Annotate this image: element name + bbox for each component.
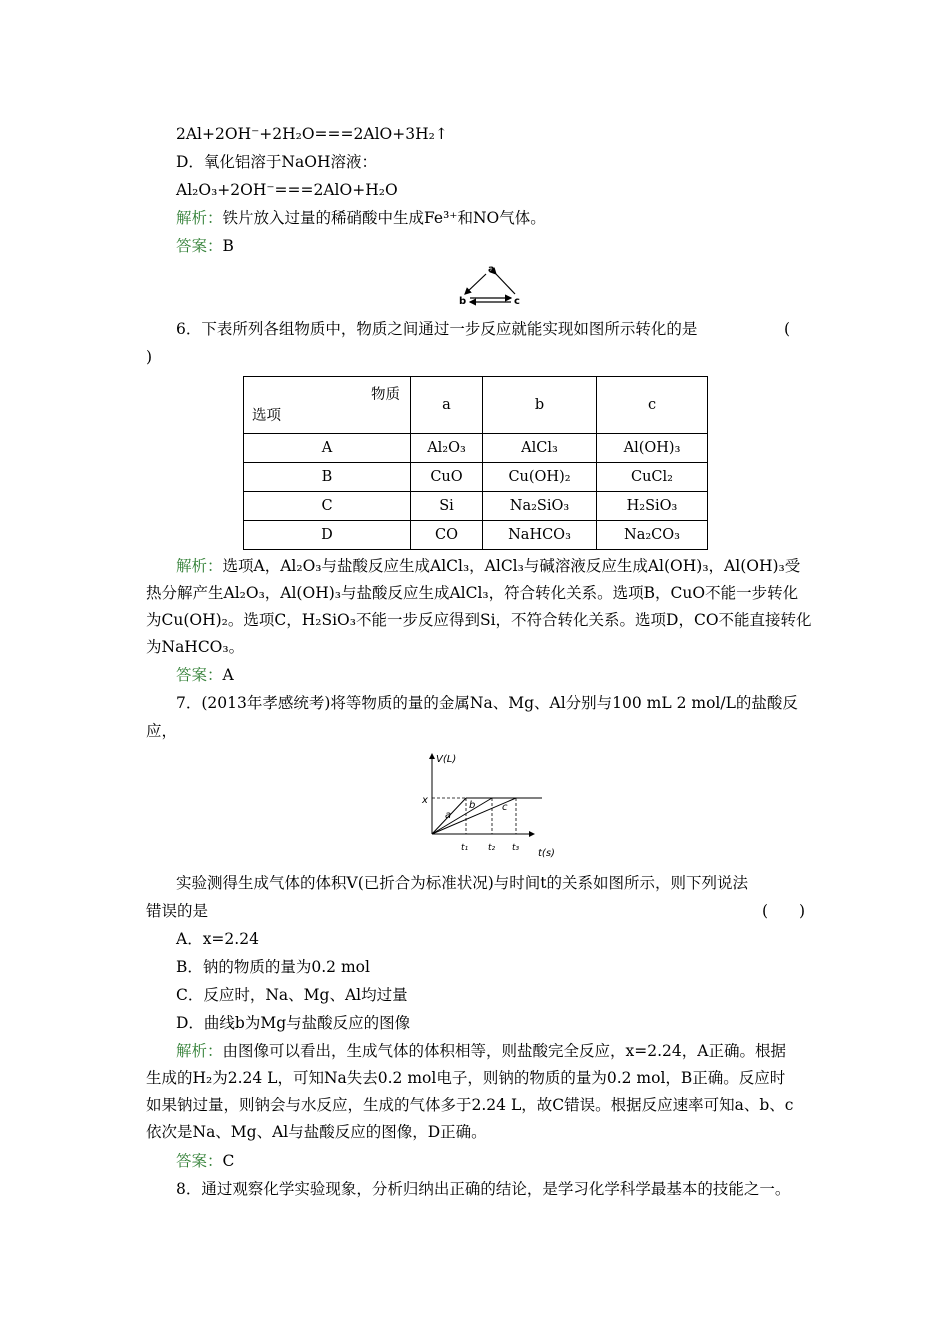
cell-c: Na₂CO₃ [597, 521, 708, 550]
q6-analysis-line-1 [176, 555, 800, 577]
answer-q5 [176, 235, 234, 257]
answer-value: A [222, 666, 234, 684]
q7-analysis-line-2: 生成的H₂为2.24 L，可知Na失去0.2 mol电子，则钠的物质的量为0.2 mol，B正确。反应时 [146, 1069, 786, 1087]
table-row [244, 492, 708, 521]
table-corner-cell [244, 377, 411, 434]
row-option: D [244, 521, 411, 550]
q6-analysis-line-3: 为Cu(OH)₂。选项C，H₂SiO₃不能一步反应得到Si，不符合转化关系。选项D，CO不能直接转化 [146, 611, 812, 629]
option-d: D．氧化铝溶于NaOH溶液： [176, 153, 377, 171]
q7-stem-line-1: 7．(2013年孝感统考)将等物质的量的金属Na、Mg、Al分别与100 mL 2 mol/L的盐酸反 [176, 694, 798, 712]
cell-b: Cu(OH)₂ [483, 463, 597, 492]
q7-option-c: C．反应时，Na、Mg、Al均过量 [176, 986, 408, 1004]
analysis-text: 铁片放入过量的稀硝酸中生成Fe³⁺和NO气体。 [222, 209, 546, 227]
analysis-label: 解析： [176, 209, 223, 227]
curve-label-c: c [502, 802, 508, 813]
equation-alumina-naoh: Al₂O₃+2OH⁻===2AlO+H₂O [176, 181, 398, 199]
q7-paren: ( ) [762, 902, 806, 920]
curve-b [432, 798, 492, 834]
cell-a: CO [411, 521, 483, 550]
arrow-c-to-a [496, 274, 515, 294]
t1-label: t₁ [461, 843, 469, 853]
t3-label: t₃ [512, 843, 520, 853]
row-option: C [244, 492, 411, 521]
t2-label: t₂ [488, 843, 496, 853]
analysis-label: 解析： [176, 1042, 223, 1060]
q7-analysis-line-3: 如果钠过量，则钠会与水反应，生成的气体多于2.24 L，故C错误。根据反应速率可知a、b、c [146, 1096, 794, 1114]
node-a: a [488, 264, 495, 275]
q7-analysis-line-4: 依次是Na、Mg、Al与盐酸反应的图像，D正确。 [146, 1123, 487, 1141]
equation-aluminum-naoh: 2Al+2OH⁻+2H₂O===2AlO+3H₂↑ [176, 125, 448, 143]
q6-paren-close: ) [146, 348, 153, 366]
q7-option-a: A．x=2.24 [176, 930, 259, 948]
header-option: 选项 [252, 408, 281, 424]
volume-time-graph [408, 748, 568, 860]
cell-c: Al(OH)₃ [597, 434, 708, 463]
analysis-text: 选项A，Al₂O₃与盐酸反应生成AlCl₃，AlCl₃与碱溶液反应生成Al(OH)₃，Al(OH)₃受 [222, 557, 801, 575]
q7-option-d: D．曲线b为Mg与盐酸反应的图像 [176, 1014, 411, 1032]
cell-b: NaHCO₃ [483, 521, 597, 550]
answer-q7 [176, 1150, 234, 1172]
answer-q6 [176, 664, 234, 686]
answer-label: 答案： [176, 1152, 223, 1170]
table-row [244, 434, 708, 463]
cell-b: Na₂SiO₃ [483, 492, 597, 521]
q8-stem-line-1: 8．通过观察化学实验现象，分析归纳出正确的结论，是学习化学科学最基本的技能之一。 [176, 1180, 791, 1198]
cell-b: AlCl₃ [483, 434, 597, 463]
q7-stem-line-2: 应， [146, 722, 178, 740]
cell-a: Si [411, 492, 483, 521]
analysis-q5 [176, 207, 546, 229]
q7-option-b: B．钠的物质的量为0.2 mol [176, 958, 370, 976]
node-c: c [514, 296, 520, 307]
row-option: B [244, 463, 411, 492]
q7-analysis-line-1 [176, 1040, 786, 1062]
header-substance: 物质 [371, 387, 400, 403]
header-col-b: b [483, 377, 597, 434]
options-table [243, 376, 708, 550]
node-b: b [459, 296, 467, 307]
analysis-label: 解析： [176, 557, 223, 575]
cell-c: H₂SiO₃ [597, 492, 708, 521]
cell-a: CuO [411, 463, 483, 492]
header-col-a: a [411, 377, 483, 434]
q6-stem: 6．下表所列各组物质中，物质之间通过一步反应就能实现如图所示转化的是 [176, 320, 698, 338]
answer-value: C [222, 1152, 235, 1170]
cell-a: Al₂O₃ [411, 434, 483, 463]
answer-label: 答案： [176, 666, 223, 684]
cell-c: CuCl₂ [597, 463, 708, 492]
x-axis-label: t(s) [538, 848, 555, 859]
table-header-row [244, 377, 708, 434]
curve-label-b: b [469, 800, 476, 811]
y-axis-label: V(L) [436, 754, 457, 765]
y-mark-x: x [422, 795, 428, 806]
table-row [244, 521, 708, 550]
answer-value: B [222, 237, 234, 255]
q6-analysis-line-2: 热分解产生Al₂O₃，Al(OH)₃与盐酸反应生成AlCl₃，符合转化关系。选项B，CuO不能一步转化 [146, 584, 799, 602]
arrow-a-to-b [465, 274, 486, 294]
table-row [244, 463, 708, 492]
q6-paren-open: ( [784, 320, 791, 338]
q7-stem-line-4: 错误的是 [146, 902, 209, 920]
row-option: A [244, 434, 411, 463]
q6-analysis-line-4: 为NaHCO₃。 [146, 638, 245, 656]
conversion-triangle-diagram [455, 262, 527, 308]
answer-label: 答案： [176, 237, 223, 255]
q7-stem-line-3: 实验测得生成气体的体积V(已折合为标准状况)与时间t的关系如图所示，则下列说法 [176, 874, 749, 892]
analysis-text: 由图像可以看出，生成气体的体积相等，则盐酸完全反应，x=2.24，A正确。根据 [222, 1042, 786, 1060]
curve-label-a: a [445, 810, 452, 821]
header-col-c: c [597, 377, 708, 434]
